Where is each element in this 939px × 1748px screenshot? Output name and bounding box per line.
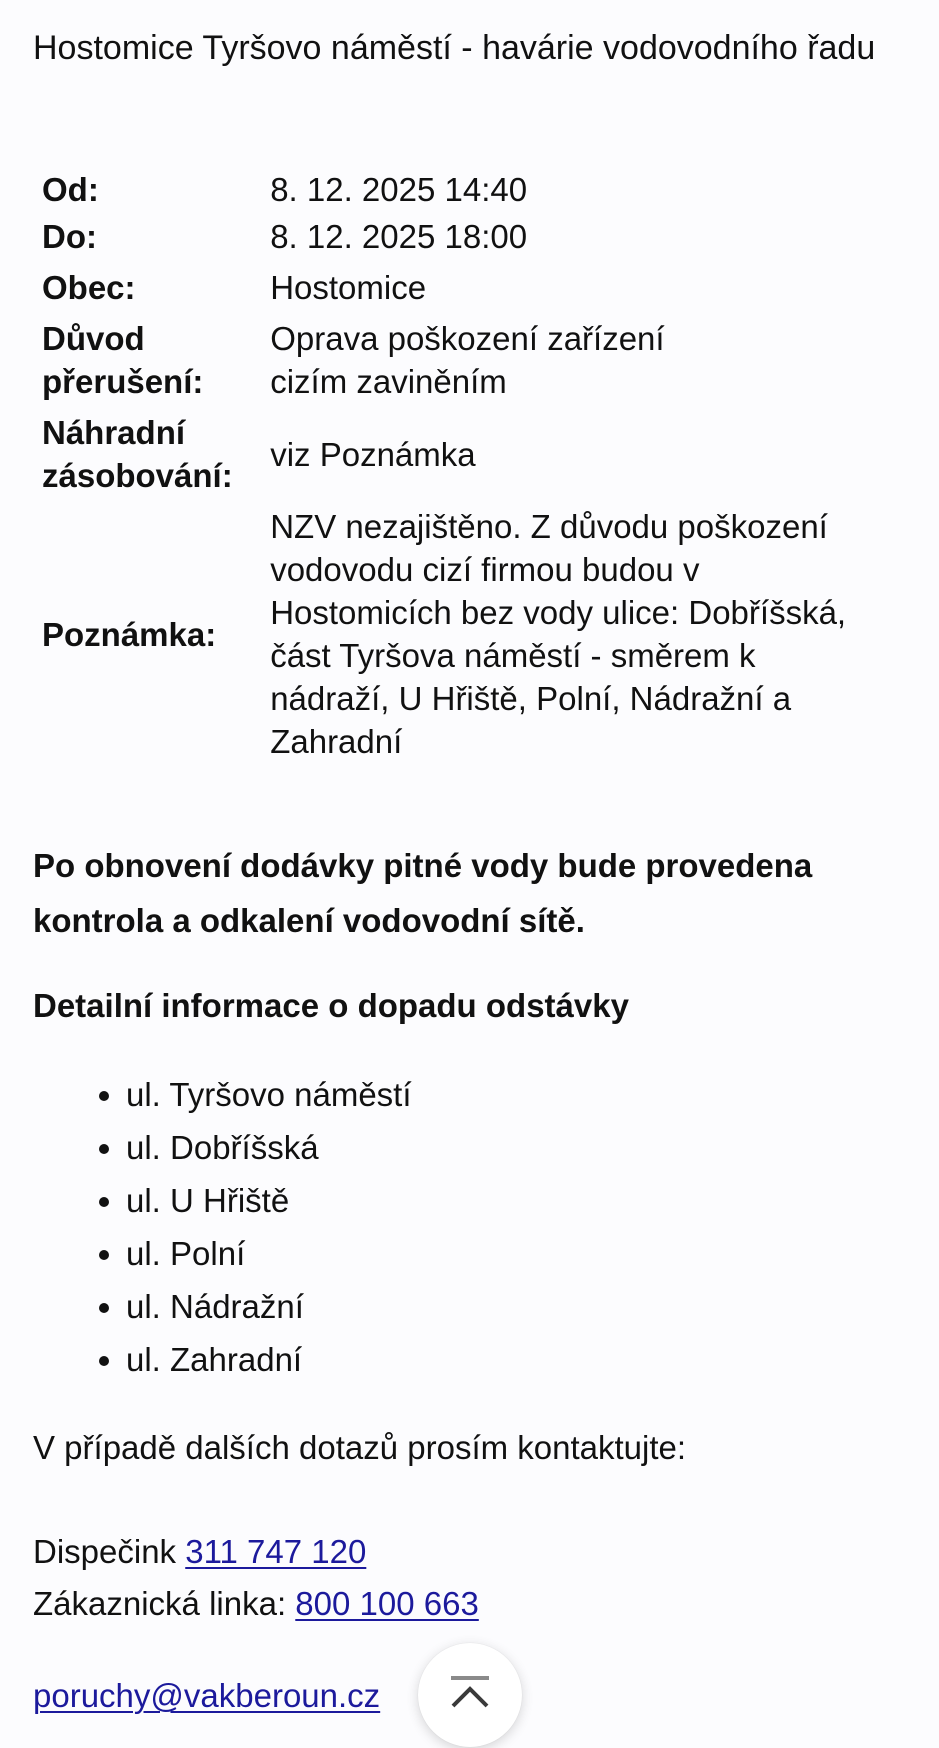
- info-label-poznamka: Poznámka:: [42, 615, 217, 653]
- info-label-duvod-line2: přerušení:: [42, 363, 204, 400]
- info-value-nahradni: viz Poznámka: [270, 435, 476, 473]
- email-link[interactable]: poruchy@vakberoun.cz: [33, 1677, 381, 1714]
- info-label-duvod: [33, 313, 261, 407]
- customer-line-contact: [33, 1578, 479, 1630]
- contact-intro: V případě dalších dotazů prosím kontaktujte:: [33, 1429, 687, 1466]
- outage-info-table: [33, 168, 913, 767]
- info-value-obec: Hostomice: [270, 269, 427, 306]
- street-item: • ul. Nádražní: [126, 1280, 412, 1333]
- info-row-duvod: [33, 313, 913, 407]
- affected-streets-list: [33, 1068, 412, 1386]
- info-label-obec: Obec:: [42, 269, 136, 306]
- customer-line-label: Zákaznická linka:: [33, 1585, 296, 1622]
- info-label-do: Do:: [42, 218, 97, 255]
- page-title: Hostomice Tyršovo náměstí - havárie vodovodního řadu: [33, 29, 876, 67]
- dispatch-phone-link[interactable]: 311 747 120: [185, 1533, 367, 1570]
- scroll-to-top-button[interactable]: [418, 1643, 522, 1747]
- info-row-do: [33, 211, 913, 262]
- street-item: • ul. U Hřiště: [126, 1174, 412, 1227]
- street-item: • ul. Zahradní: [126, 1333, 412, 1386]
- info-label-duvod-line1: Důvod: [42, 320, 145, 357]
- detail-heading: Detailní informace o dopadu odstávky: [33, 987, 629, 1024]
- info-label-nahradni: [33, 407, 261, 501]
- info-label-nahradni-line1: Náhradní: [42, 414, 186, 451]
- info-row-poznamka: [33, 501, 913, 767]
- dispatch-contact: [33, 1526, 366, 1578]
- info-row-od: [33, 168, 913, 211]
- street-item: • ul. Tyršovo náměstí: [126, 1068, 412, 1121]
- info-label-od: Od:: [42, 171, 99, 208]
- info-row-obec: [33, 262, 913, 313]
- dispatch-label: Dispečink: [33, 1533, 186, 1570]
- info-value-poznamka: NZV nezajištěno. Z důvodu poškození vodovodu cizí firmou budou v Hostomicích bez vody ulice: Dobříšská, část Tyršova náměstí - směrem k nádraží, U Hřiště, Polní, Nádražní a Zahradní: [270, 508, 847, 760]
- info-value-do: 8. 12. 2025 18:00: [270, 218, 528, 255]
- street-item: • ul. Polní: [126, 1227, 412, 1280]
- email-contact: [33, 1670, 380, 1722]
- info-value-od: 8. 12. 2025 14:40: [270, 171, 528, 208]
- flushing-notice: Po obnovení dodávky pitné vody bude provedena kontrola a odkalení vodovodní sítě.: [33, 847, 813, 939]
- info-value-duvod: Oprava poškození zařízení cizím zaviněním: [270, 320, 665, 400]
- customer-phone-link[interactable]: 800 100 663: [295, 1585, 479, 1622]
- street-item: • ul. Dobříšská: [126, 1121, 412, 1174]
- info-label-nahradni-line2: zásobování:: [42, 457, 233, 494]
- scroll-to-top-icon: [448, 1676, 492, 1715]
- info-row-nahradni: [33, 407, 913, 501]
